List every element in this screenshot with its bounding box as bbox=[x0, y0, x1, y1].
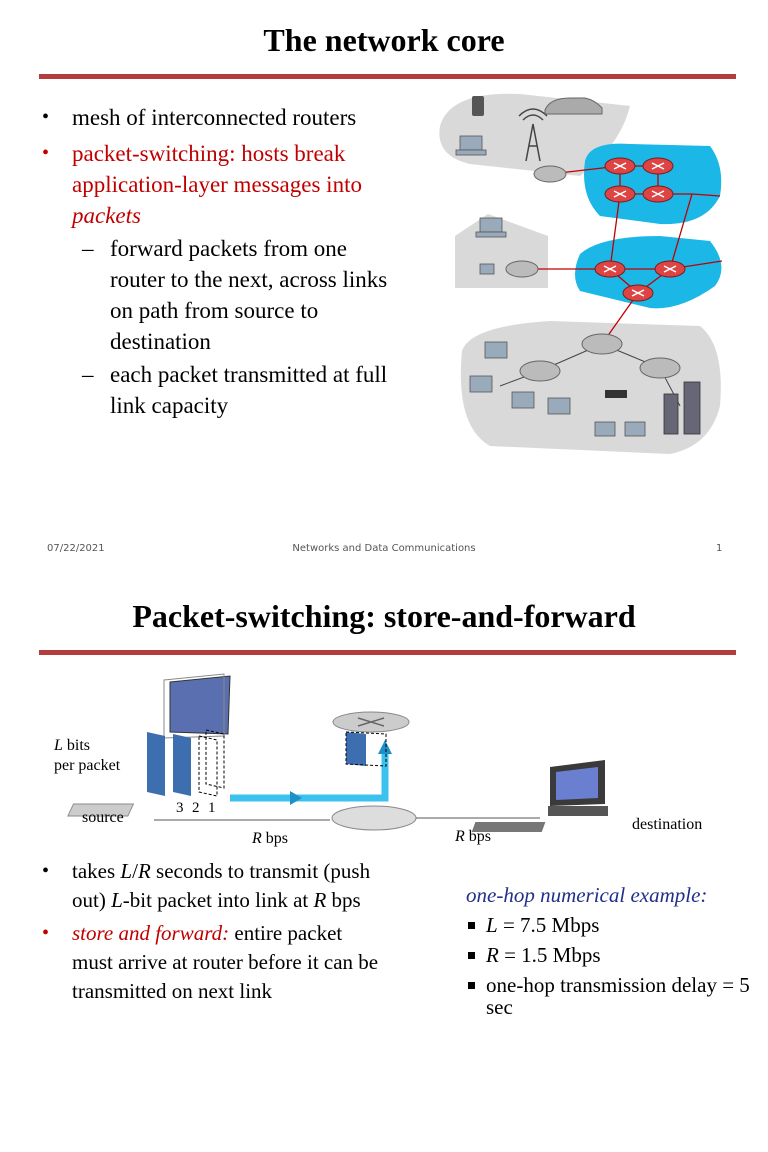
bits-label: bits bbox=[62, 737, 91, 754]
rate-variable: R bbox=[486, 943, 499, 967]
source-label: source bbox=[82, 809, 124, 826]
rate-variable: R bbox=[137, 859, 151, 883]
arrow-head-icon bbox=[378, 740, 392, 754]
subbullet-text: forward packets from one router to the next, across links on path from source to destination bbox=[110, 236, 388, 354]
bullet-dot: • bbox=[42, 860, 50, 882]
l-variable: L bbox=[111, 888, 123, 912]
example-text: one-hop transmission delay = 5 sec bbox=[486, 973, 750, 1019]
svg-text:R bps bbox=[251, 830, 288, 847]
bullet-text: seconds to transmit (push out) bbox=[72, 859, 371, 912]
svg-text:R bps bbox=[454, 828, 491, 845]
bullet-text: packet-switching: hosts break application-layer messages into bbox=[72, 141, 362, 197]
slide-title: The network core bbox=[263, 22, 505, 58]
bps-label: bps bbox=[261, 830, 289, 847]
network-core-diagram bbox=[430, 86, 730, 466]
packet-number-1: 1 bbox=[208, 800, 216, 816]
footer-page-number: 1 bbox=[716, 543, 723, 554]
slide-2 bbox=[0, 576, 768, 1152]
arrow-head-icon bbox=[290, 791, 302, 805]
subbullet-item bbox=[74, 359, 390, 421]
l-variable: L bbox=[120, 859, 133, 883]
title-divider bbox=[39, 74, 736, 79]
bullet-text: entire packet must arrive at router before it can be transmitted on next link bbox=[72, 921, 379, 1003]
arriving-packet bbox=[346, 732, 366, 766]
per-packet-label: per packet bbox=[54, 757, 121, 774]
square-bullet-icon bbox=[468, 952, 475, 959]
example-item bbox=[466, 972, 756, 1018]
smartphone-icon bbox=[472, 96, 484, 116]
bullet-text: bps bbox=[326, 888, 361, 912]
bullet-item bbox=[40, 857, 385, 915]
example-text: = 7.5 Mbps bbox=[497, 913, 600, 937]
bullet-list bbox=[40, 857, 385, 1006]
bullet-item bbox=[40, 138, 390, 231]
destination-label: destination bbox=[632, 816, 703, 833]
rate-variable: R bbox=[455, 828, 465, 845]
square-bullet-icon bbox=[468, 982, 475, 989]
isp-cloud-top bbox=[584, 144, 721, 225]
footer-course: Networks and Data Communications bbox=[292, 543, 476, 554]
bullet-item bbox=[40, 102, 390, 133]
dash-marker: – bbox=[82, 362, 94, 387]
bullet-text: takes bbox=[72, 859, 121, 883]
title-divider bbox=[39, 650, 736, 655]
bullet-emphasis: packets bbox=[72, 203, 141, 228]
svg-text:L bits bbox=[53, 737, 90, 754]
example-heading: one-hop numerical example: bbox=[466, 883, 708, 907]
bullet-text: -bit packet into link at bbox=[122, 888, 314, 912]
example-item bbox=[466, 912, 756, 939]
square-bullet-icon bbox=[468, 922, 475, 929]
packet-stack bbox=[147, 730, 224, 796]
bullet-text: / bbox=[132, 859, 138, 883]
slide-title: Packet-switching: store-and-forward bbox=[132, 598, 636, 634]
rate-variable: R bbox=[313, 888, 327, 912]
router-disk-icon bbox=[332, 806, 416, 830]
destination-computer-icon bbox=[472, 760, 608, 832]
example-text: = 1.5 Mbps bbox=[498, 943, 601, 967]
bullet-item bbox=[40, 919, 385, 1006]
bullet-list bbox=[40, 102, 390, 421]
bullet-dot: • bbox=[42, 142, 50, 164]
access-point-icon bbox=[605, 390, 627, 398]
subbullet-text: each packet transmitted at full link capacity bbox=[110, 362, 388, 418]
l-variable: L bbox=[486, 913, 498, 937]
rate-variable: R bbox=[252, 830, 262, 847]
packet-number-3: 3 bbox=[176, 800, 184, 816]
dash-marker: – bbox=[82, 236, 94, 261]
bullet-dot: • bbox=[42, 106, 50, 128]
store-and-forward-diagram bbox=[40, 672, 740, 852]
subbullet-item bbox=[74, 233, 390, 357]
example-item bbox=[466, 942, 756, 969]
footer-date: 07/22/2021 bbox=[47, 543, 105, 554]
bullet-emphasis: store and forward: bbox=[72, 921, 230, 945]
bullet-text: mesh of interconnected routers bbox=[72, 105, 357, 130]
example-list bbox=[466, 912, 756, 1021]
subbullet-group bbox=[40, 233, 390, 421]
bps-label: bps bbox=[464, 828, 492, 845]
l-variable: L bbox=[54, 737, 63, 754]
bullet-dot: • bbox=[42, 922, 50, 944]
packet-number-2: 2 bbox=[192, 800, 200, 816]
